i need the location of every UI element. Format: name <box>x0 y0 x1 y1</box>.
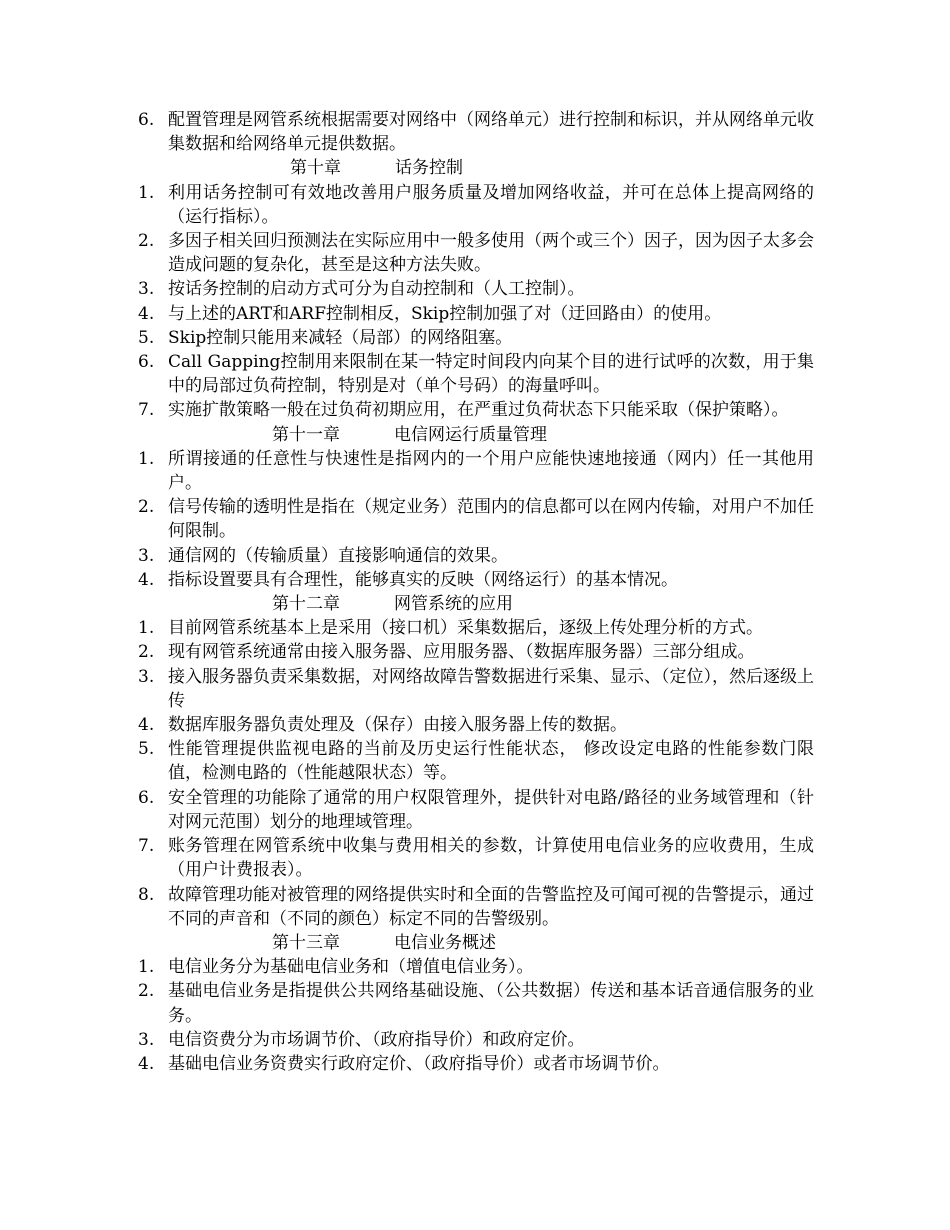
item-number: 1. <box>138 448 155 469</box>
item-number: 1. <box>138 618 155 639</box>
item-text: Call Gapping控制用来限制在某一特定时间段内向某个目的进行试呼的次数，用于集中的局部过负荷控制，特别是对（单个号码）的海量呼叫。 <box>168 352 814 397</box>
item-number: 3. <box>138 1029 155 1050</box>
item-text: 安全管理的功能除了通常的用户权限管理外，提供针对电路/路径的业务域管理和（针对网元范围）划分的地理域管理。 <box>168 787 814 832</box>
chapter-title: 电信网运行质量管理 <box>394 424 547 445</box>
chapter-title: 网管系统的应用 <box>394 594 513 615</box>
item-text: 信号传输的透明性是指在（规定业务）范围内的信息都可以在网内传输，对用户不加任何限制。 <box>168 497 814 542</box>
list-item <box>138 737 814 785</box>
item-number: 4. <box>138 1053 155 1074</box>
item-text: 数据库服务器负责处理及（保存）由接入服务器上传的数据。 <box>168 715 627 736</box>
chapter-number: 第十章 <box>290 158 341 179</box>
item-text: 所谓接通的任意性与快速性是指网内的一个用户应能快速地接通（网内）任一其他用户。 <box>168 448 814 494</box>
list-item <box>138 665 814 713</box>
list-item <box>138 786 814 834</box>
list-item <box>138 883 814 931</box>
item-text: 指标设置要具有合理性，能够真实的反映（网络运行）的基本情况。 <box>168 569 678 590</box>
item-number: 6. <box>138 110 155 130</box>
chapter-heading <box>138 592 814 616</box>
item-text: Skip控制只能用来减轻（局部）的网络阻塞。 <box>168 327 513 348</box>
item-text: 基础电信业务是指提供公共网络基础设施、（公共数据）传送和基本话音通信服务的业务。 <box>168 981 814 1026</box>
list-item <box>138 326 814 350</box>
chapter-heading <box>138 423 814 447</box>
list-item <box>138 1028 814 1052</box>
item-text: 通信网的（传输质量）直接影响通信的效果。 <box>168 545 508 566</box>
item-text: 接入服务器负责采集数据，对网络故障告警数据进行采集、显示、（定位），然后逐级上传 <box>168 666 814 711</box>
chapter-heading <box>138 931 814 955</box>
item-number: 6. <box>138 352 155 373</box>
item-number: 4. <box>138 303 155 324</box>
item-number: 1. <box>138 182 155 203</box>
list-item <box>138 229 814 277</box>
list-item <box>138 834 814 882</box>
document-body <box>138 108 814 1076</box>
item-text: 故障管理功能对被管理的网络提供实时和全面的告警监控及可闻可视的告警提示，通过不同的声音和（不同的颜色）标定不同的告警级别。 <box>168 884 814 929</box>
item-number: 1. <box>138 957 155 978</box>
list-item <box>138 495 814 543</box>
list-item <box>138 302 814 326</box>
item-text: 电信业务分为基础电信业务和（增值电信业务）。 <box>168 957 534 978</box>
chapter-heading <box>138 156 814 180</box>
item-number: 3. <box>138 545 155 566</box>
chapter-title: 话务控制 <box>395 158 463 179</box>
list-item <box>138 955 814 979</box>
item-number: 2. <box>138 231 155 252</box>
item-number: 4. <box>138 569 155 590</box>
item-number: 3. <box>138 279 155 300</box>
item-text: 配置管理是网管系统根据需要对网络中（网络单元）进行控制和标识，并从网络单元收集数据和给网络单元提供数据。 <box>168 110 814 155</box>
chapter-number: 第十二章 <box>272 594 340 615</box>
item-text: 多因子相关回归预测法在实际应用中一般多使用（两个或三个）因子，因为因子太多会造成问题的复杂化，甚至是这种方法失败。 <box>168 231 814 276</box>
list-item <box>138 568 814 592</box>
item-text: 电信资费分为市场调节价、（政府指导价）和政府定价。 <box>168 1029 585 1050</box>
item-text: 性能管理提供监视电路的当前及历史运行性能状态， 修改设定电路的性能参数门限值，检测电路的（性能越限状态）等。 <box>168 739 814 784</box>
item-number: 7. <box>138 836 155 857</box>
item-number: 3. <box>138 666 155 687</box>
item-number: 6. <box>138 787 155 808</box>
item-number: 5. <box>138 739 155 760</box>
item-text: 现有网管系统通常由接入服务器、应用服务器、（数据库服务器）三部分组成。 <box>168 642 755 663</box>
list-item <box>138 277 814 301</box>
item-text: 账务管理在网管系统中收集与费用相关的参数，计算使用电信业务的应收费用，生成（用户计费报表）。 <box>168 836 814 881</box>
item-text: 目前网管系统基本上是采用（接口机）采集数据后，逐级上传处理分析的方式。 <box>168 618 763 639</box>
chapter-number: 第十一章 <box>272 424 340 445</box>
item-text: 利用话务控制可有效地改善用户服务质量及增加网络收益，并可在总体上提高网络的（运行指标）。 <box>168 182 814 227</box>
list-item <box>138 108 814 156</box>
list-item <box>138 447 814 495</box>
item-number: 8. <box>138 884 155 905</box>
item-number: 2. <box>138 497 155 518</box>
list-item <box>138 616 814 640</box>
item-number: 4. <box>138 715 155 736</box>
list-item <box>138 1052 814 1076</box>
list-item <box>138 979 814 1027</box>
item-text: 基础电信业务资费实行政府定价、（政府指导价）或者市场调节价。 <box>168 1053 670 1074</box>
list-item <box>138 640 814 664</box>
chapter-number: 第十三章 <box>272 932 340 953</box>
item-number: 2. <box>138 981 155 1002</box>
list-item <box>138 398 814 422</box>
chapter-title: 电信业务概述 <box>394 932 496 953</box>
list-item <box>138 350 814 398</box>
item-number: 2. <box>138 642 155 663</box>
item-number: 5. <box>138 327 155 348</box>
item-text: 按话务控制的启动方式可分为自动控制和（人工控制）。 <box>168 279 585 300</box>
item-text: 实施扩散策略一般在过负荷初期应用，在严重过负荷状态下只能采取（保护策略）。 <box>168 400 789 421</box>
list-item <box>138 713 814 737</box>
item-number: 7. <box>138 400 155 421</box>
list-item <box>138 181 814 229</box>
item-text: 与上述的ART和ARF控制相反，Skip控制加强了对（迂回路由）的使用。 <box>168 303 722 324</box>
list-item <box>138 544 814 568</box>
